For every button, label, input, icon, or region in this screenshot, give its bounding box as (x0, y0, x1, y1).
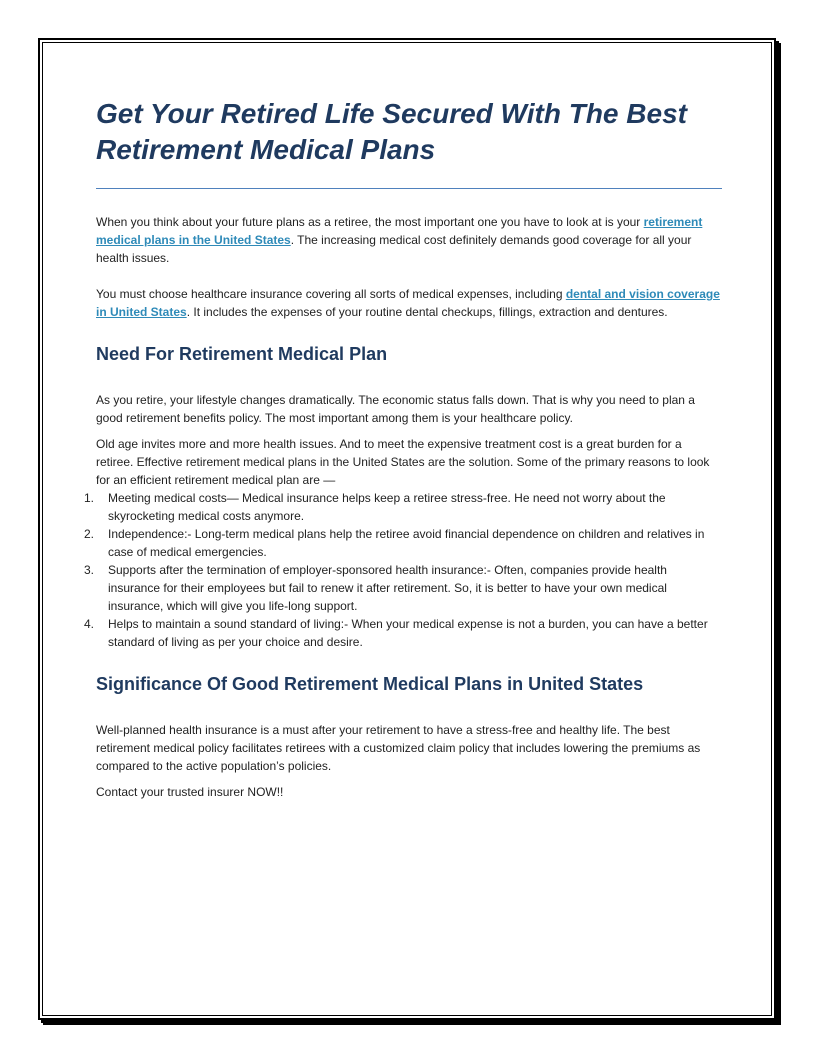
need-paragraph-1: As you retire, your lifestyle changes dramatically. The economic status falls down. That is why you need to plan a good retirement benefits policy. The most important among them is your healthcare policy. (96, 393, 695, 425)
dental-vision-coverage-link[interactable]: dental and vision coverage in United States (96, 287, 720, 319)
list-item-number: 1. (84, 491, 95, 505)
intro-paragraph-1 (96, 213, 722, 267)
list-item-text: Meeting medical costs— Medical insurance helps keep a retiree stress-free. He need not worry about the skyrocketing medical costs anymore. (108, 491, 666, 523)
reasons-list (84, 489, 710, 651)
intro-p1-text-after: . The increasing medical cost definitely demands good coverage for all your health issues. (96, 233, 692, 265)
list-item-text: Independence:- Long-term medical plans help the retiree avoid financial dependence on children and relatives in case of medical emergencies. (108, 527, 705, 559)
page-title: Get Your Retired Life Secured With The Best Retirement Medical Plans (96, 98, 687, 165)
section-heading-need: Need For Retirement Medical Plan (96, 344, 388, 364)
list-item-text: Supports after the termination of employer-sponsored health insurance:- Often, companies provide health insurance for their employees but fail to renew it after retirement. So, it is better to have your own medical insurance, which will give you life-long support. (108, 563, 667, 613)
list-item (84, 615, 710, 651)
contact-paragraph: Contact your trusted insurer NOW!! (96, 785, 284, 799)
list-item-number: 3. (84, 563, 95, 577)
intro-p1-text-before: When you think about your future plans as a retiree, the most important one you have to look at is your (96, 215, 644, 229)
intro-p2-text-before: You must choose healthcare insurance covering all sorts of medical expenses, including (96, 287, 566, 301)
retirement-medical-plans-link[interactable]: retirement medical plans in the United States (96, 215, 703, 247)
need-paragraph-2: Old age invites more and more health issues. And to meet the expensive treatment cost is a great burden for a retiree. Effective retirement medical plans in the United States are the solution. Some of the primary reasons to look for an efficient retirement medical plan are — (96, 437, 710, 487)
intro-p2-text-after: . It includes the expenses of your routine dental checkups, fillings, extraction and dentures. (186, 305, 668, 319)
significance-paragraph-1: Well-planned health insurance is a must after your retirement to have a stress-free and healthy life. The best retirement medical policy facilitates retirees with a customized claim policy that includes lowering the premiums as compared to the active population’s policies. (96, 723, 701, 773)
title-divider (96, 188, 722, 189)
list-item-text: Helps to maintain a sound standard of living:- When your medical expense is not a burden, you can have a better standard of living as per your choice and desire. (108, 617, 708, 649)
list-item-number: 2. (84, 527, 95, 541)
section-heading-significance: Significance Of Good Retirement Medical Plans in United States (96, 674, 644, 694)
intro-paragraph-2 (96, 285, 722, 321)
list-item (84, 489, 710, 525)
document-content (84, 96, 722, 801)
list-item-number: 4. (84, 617, 95, 631)
list-item (84, 561, 710, 615)
list-item (84, 525, 710, 561)
